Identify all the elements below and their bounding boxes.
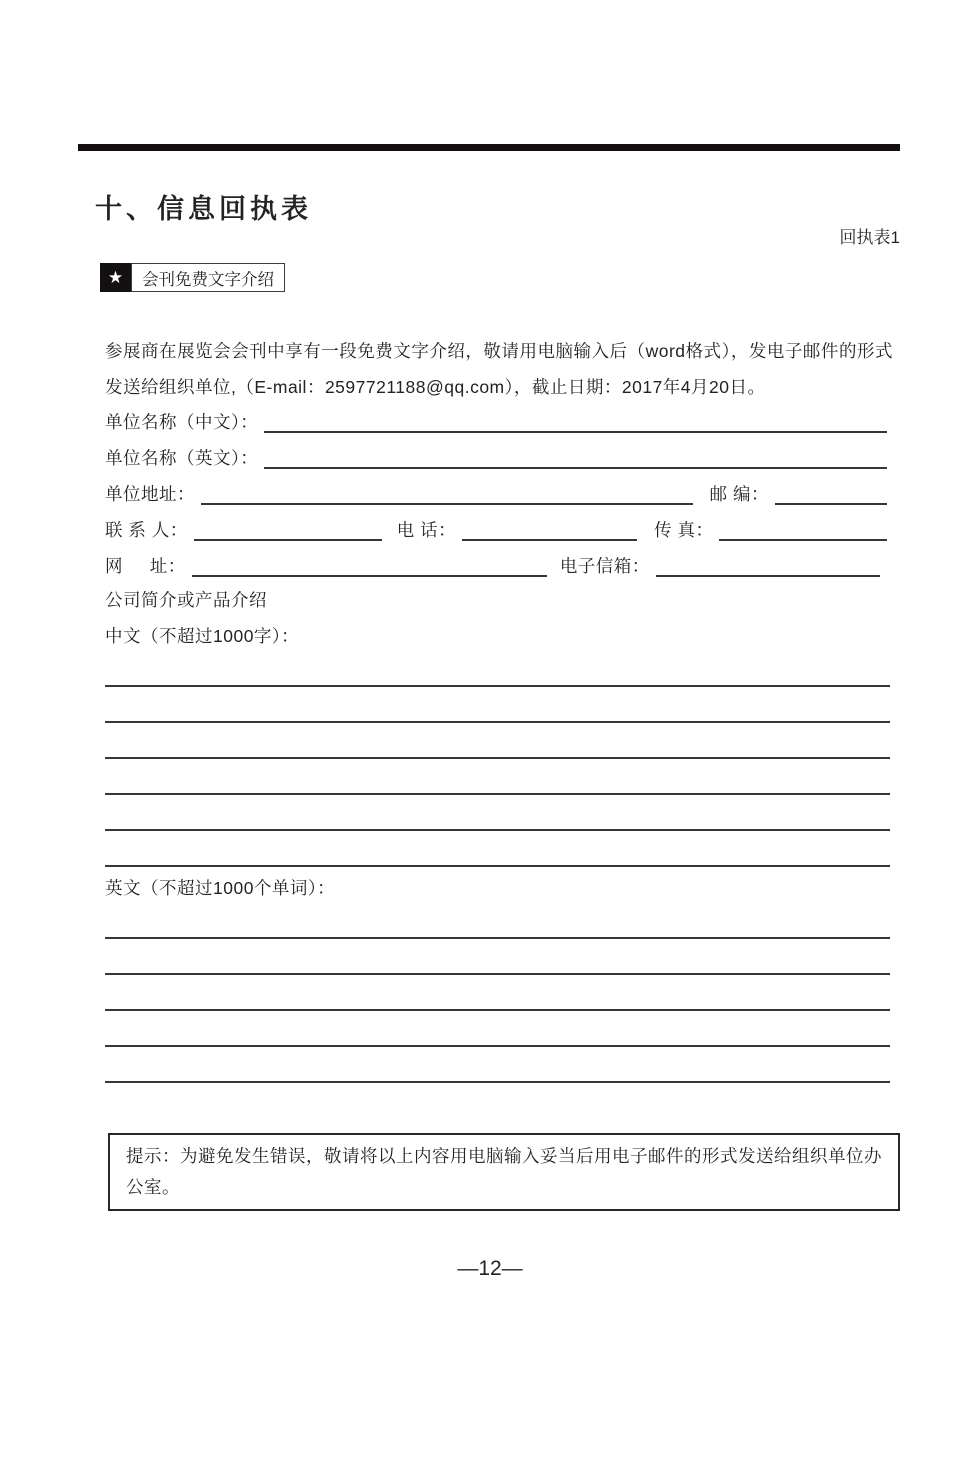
writing-line [105, 1011, 890, 1047]
fax-line [719, 539, 887, 541]
section-badge [100, 263, 980, 292]
company-name-en-line [264, 467, 887, 469]
document-page [0, 144, 980, 1464]
chinese-writing-lines [105, 651, 890, 867]
notice-box [108, 1133, 900, 1211]
email-line [656, 575, 880, 577]
page-title: 十、信息回执表 [95, 194, 312, 224]
section-badge-label: 会刊免费文字介绍 [131, 263, 285, 292]
chinese-section-label: 中文（不超过1000字）： [105, 625, 300, 646]
header-rule [78, 144, 900, 151]
website-label: 网 址： [105, 555, 186, 576]
writing-line [105, 759, 890, 795]
email-label: 电子信箱： [559, 555, 650, 576]
fax-label: 传 真： [654, 519, 714, 540]
address-line [201, 503, 693, 505]
address-label: 单位地址： [105, 483, 195, 504]
zip-line [775, 503, 887, 505]
intro-paragraph: 参展商在展览会会刊中享有一段免费文字介绍，敬请用电脑输入后（word格式），发电子邮件的形式发送给组织单位,（E-mail：2597721188@qq.com），截止日期：2017年4月20日。 [105, 341, 893, 397]
row-address-zip [0, 471, 980, 507]
writing-line [105, 939, 890, 975]
english-section-heading-row [0, 867, 980, 903]
writing-line [105, 687, 890, 723]
contact-label: 联 系 人： [105, 519, 188, 540]
contact-line [194, 539, 382, 541]
star-icon: ★ [100, 263, 131, 292]
writing-line [105, 831, 890, 867]
chinese-section-heading-row [0, 615, 980, 651]
form-fields [0, 399, 980, 579]
english-writing-lines [105, 903, 890, 1083]
english-section-label: 英文（不超过1000个单词）： [105, 877, 336, 898]
writing-line [105, 903, 890, 939]
phone-label: 电 话： [396, 519, 457, 540]
website-line [192, 575, 547, 577]
page-number: —12— [457, 1257, 523, 1280]
writing-line [105, 975, 890, 1011]
reply-form-tag: 回执表1 [839, 228, 900, 247]
row-contact-phone-fax [0, 507, 980, 543]
notice-text: 提示：为避免发生错误，敬请将以上内容用电脑输入妥当后用电子邮件的形式发送给组织单位办公室。 [126, 1146, 882, 1197]
company-profile-heading: 公司简介或产品介绍 [105, 589, 267, 610]
company-name-cn-label: 单位名称（中文）： [105, 411, 259, 432]
row-website-email [0, 543, 980, 579]
phone-line [462, 539, 637, 541]
writing-line [105, 651, 890, 687]
writing-line [105, 723, 890, 759]
writing-line [105, 1047, 890, 1083]
company-name-en-label: 单位名称（英文）： [105, 447, 259, 468]
writing-line [105, 795, 890, 831]
company-name-cn-line [264, 431, 887, 433]
zip-label: 邮 编： [709, 483, 769, 504]
company-profile-heading-row [0, 579, 980, 615]
row-company-name-en [0, 435, 980, 471]
